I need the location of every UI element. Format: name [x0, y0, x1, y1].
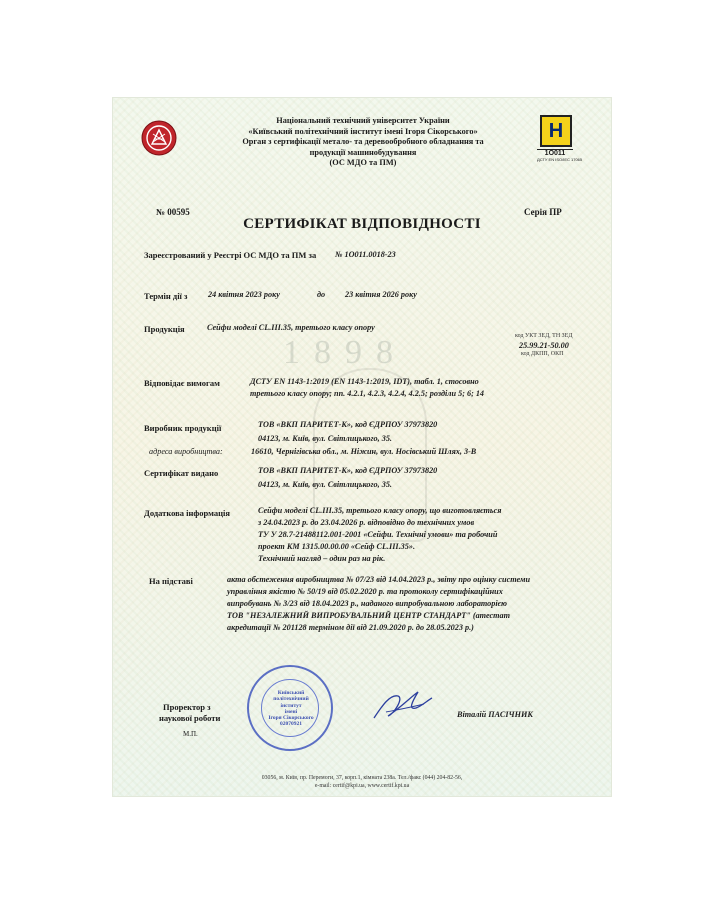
- basis-line: акредитації № 201128 терміном дії від 21.09.2020 р. до 28.05.2023 р.): [227, 623, 474, 632]
- additional-info-line: Сейфи моделі CL.III.35, третього класу опору, що виготовляється: [258, 506, 502, 515]
- issued-to-label: Сертифікат видано: [144, 468, 219, 478]
- additional-info-line: проект КМ 1315.00.00.00 «Сейф CL.III.35».: [258, 542, 415, 551]
- seal-inner-ring: [261, 679, 319, 737]
- basis-line: ТОВ "НЕЗАЛЕЖНИЙ ВИПРОБУВАЛЬНИЙ ЦЕНТР СТАНДАРТ" (атестат: [227, 611, 510, 620]
- certification-mark-sub: ДСТУ EN ISO/IEC 17065: [537, 157, 583, 162]
- manufacturer-address-label: адреса виробництва:: [149, 447, 223, 456]
- seal-text: [262, 690, 320, 728]
- product-label: Продукція: [144, 324, 185, 334]
- product-value: Сейфи моделі CL.III.35, третього класу опору: [207, 323, 375, 332]
- additional-info-label: Додаткова інформація: [144, 508, 230, 518]
- certification-mark-code: 1О011: [537, 149, 573, 157]
- manufacturer-address: 16610, Чернігівська обл., м. Ніжин, вул. Носівський Шлях, 3-В: [251, 447, 477, 456]
- requirements-line: ДСТУ EN 1143-1:2019 (EN 1143-1:2019, IDT), табл. 1, стосовно: [250, 377, 479, 386]
- registry-label: Зареєстрований у Реєстрі ОС МДО та ПМ за: [144, 250, 317, 260]
- certificate-title: СЕРТИФІКАТ ВІДПОВІДНОСТІ: [243, 216, 481, 232]
- manufacturer-line: ТОВ «ВКП ПАРИТЕТ-К», код ЄДРПОУ 37973820: [258, 420, 438, 429]
- certification-mark-letter: Н: [540, 115, 572, 147]
- footer-address: 03056, м. Київ, пр. Перемоги, 37, корп.1, кімната 238а. Тел./факс (044) 204-82-56,: [261, 775, 463, 781]
- header-line: Національний технічний університет України: [276, 116, 450, 125]
- seal-line: інститут: [280, 702, 302, 709]
- signature-icon: [368, 686, 438, 726]
- certificate-sheet: [112, 97, 612, 797]
- seal-line: політехнічний: [273, 696, 309, 703]
- code-value: 25.99.21-50.00: [519, 341, 569, 350]
- seal-line: 02070921: [280, 721, 302, 728]
- additional-info-line: Технічний нагляд – один раз на рік.: [258, 554, 386, 563]
- seal-line: імені: [284, 708, 298, 715]
- signer-role-line: наукової роботи: [159, 713, 221, 723]
- term-to: 23 квітня 2026 року: [345, 290, 417, 299]
- header-line: «Київський політехнічний інститут імені Ігоря Сікорського»: [248, 126, 478, 136]
- basis-line: акта обстеження виробництва № 07/23 від 14.04.2023 р., звіту про оцінку системи: [227, 575, 531, 584]
- seal-line: Київський: [277, 690, 305, 696]
- basis-label: На підставі: [149, 576, 193, 586]
- watermark-year: 1898: [283, 334, 407, 371]
- seal-place-mark: М.П.: [183, 730, 198, 738]
- certificate-number: № 00595: [156, 207, 190, 217]
- term-to-label: до: [317, 290, 326, 299]
- header-line: (ОС МДО та ПМ): [329, 158, 397, 167]
- header-line: продукції машинобудування: [309, 147, 417, 157]
- footer-contacts: [113, 774, 611, 790]
- code-label-1: код УКТ ЗЕД, ТН ЗЕД: [515, 333, 573, 339]
- certificate-series: Серія ПР: [524, 207, 562, 217]
- issued-to-line: ТОВ «ВКП ПАРИТЕТ-К», код ЄДРПОУ 37973820: [258, 466, 438, 475]
- manufacturer-line: 04123, м. Київ, вул. Світлицького, 35.: [258, 434, 392, 443]
- footer-email: e-mail: certif@kpi.ua, www.certif.kpi.ua: [314, 783, 410, 789]
- requirements-label: Відповідає вимогам: [144, 378, 220, 388]
- term-label: Термін дії з: [144, 291, 188, 301]
- issuer-header: [153, 116, 583, 169]
- certification-mark-icon: [537, 115, 583, 163]
- basis-line: управління якістю № 50/19 від 05.02.2020 р. та протоколу сертифікаційних: [227, 587, 503, 596]
- registry-value: № 1О011.0018-23: [335, 250, 396, 259]
- issued-to-line: 04123, м. Київ, вул. Світлицького, 35.: [258, 480, 392, 489]
- seal-line: Ігоря Сікорського: [268, 715, 314, 722]
- signer-role-line: Проректор з: [163, 702, 211, 712]
- manufacturer-label: Виробник продукції: [144, 423, 222, 433]
- basis-line: випробувань № 3/23 від 18.04.2023 р., наданого випробувальною лабораторією: [227, 599, 508, 608]
- header-line: Орган з сертифікації метало- та деревообробного обладнання та: [242, 137, 484, 146]
- additional-info-line: з 24.04.2023 р. до 23.04.2026 р. відповідно до технічних умов: [258, 518, 475, 527]
- additional-info-line: ТУ У 28.7-21488112.001-2001 «Сейфи. Технічні умови» та робочий: [258, 530, 498, 539]
- requirements-line: третього класу опору; пп. 4.2.1, 4.2.3, 4.2.4, 4.2.5; розділи 5; 6; 14: [250, 389, 485, 398]
- round-seal-icon: [247, 665, 333, 751]
- code-label-2: код ДКПП, ОКП: [521, 351, 564, 357]
- signer-name: Віталій ПАСІЧНИК: [457, 710, 533, 719]
- term-from: 24 квітня 2023 року: [208, 290, 280, 299]
